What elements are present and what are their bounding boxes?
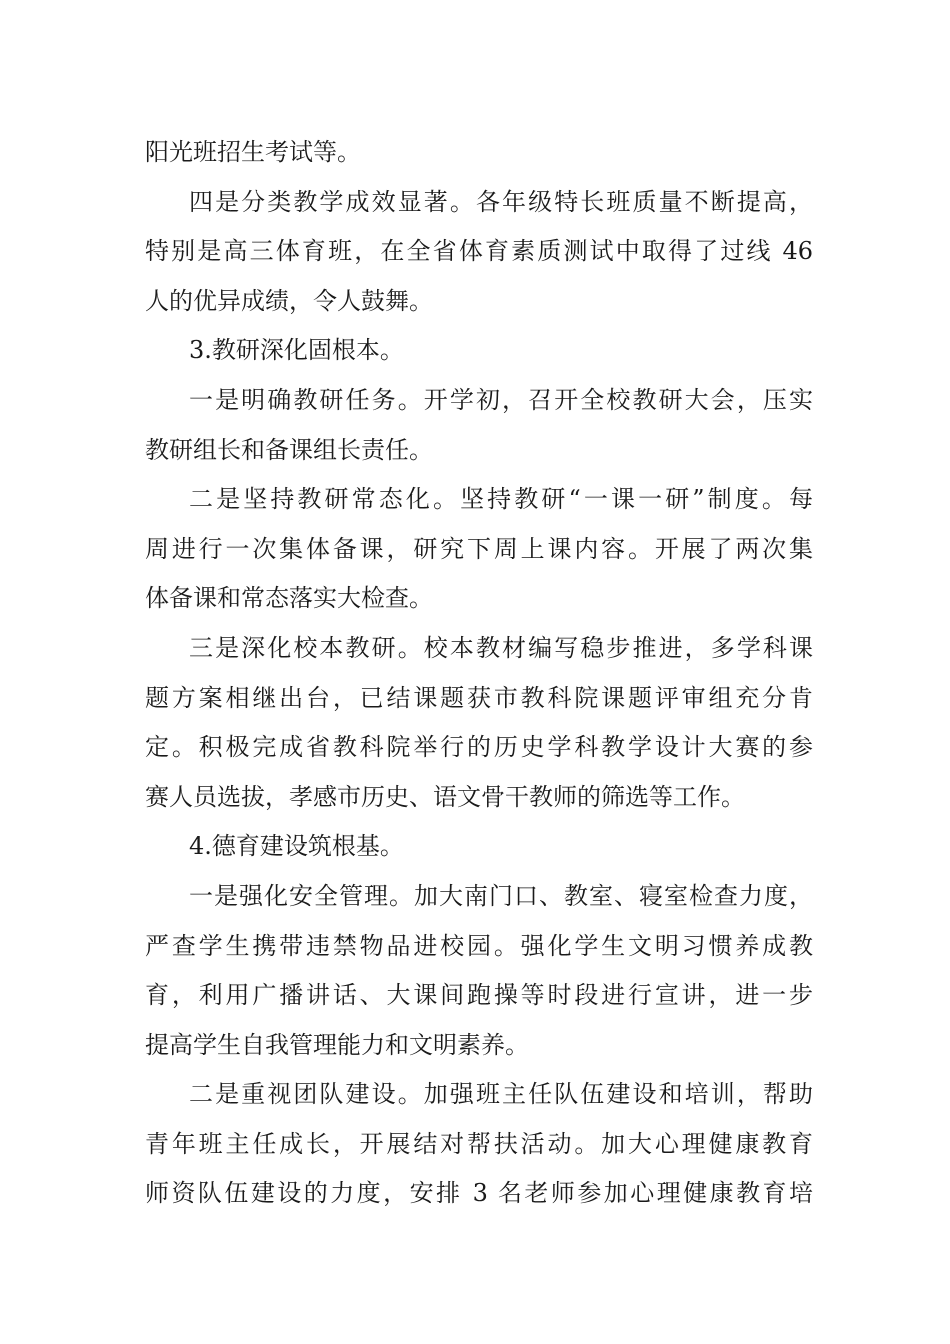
paragraph-line: 一是明确教研任务。开学初，召开全校教研大会，压实 — [189, 385, 813, 414]
paragraph-line: 定。积极完成省教科院举行的历史学科教学设计大赛的参 — [145, 733, 813, 762]
paragraph-line: 二是重视团队建设。加强班主任队伍建设和培训，帮助 — [189, 1080, 813, 1109]
paragraph-line: 育，利用广播讲话、大课间跑操等时段进行宣讲，进一步 — [145, 981, 813, 1010]
paragraph-line: 提高学生自我管理能力和文明素养。 — [145, 1030, 529, 1059]
paragraph-line: 一是强化安全管理。加大南门口、教室、寝室检查力度， — [189, 881, 813, 910]
paragraph-line: 人的优异成绩，令人鼓舞。 — [145, 286, 433, 315]
paragraph-line: 严查学生携带违禁物品进校园。强化学生文明习惯养成教 — [145, 931, 813, 960]
paragraph-line: 体备课和常态落实大检查。 — [145, 584, 433, 613]
paragraph-line: 师资队伍建设的力度，安排 3 名老师参加心理健康教育培 — [145, 1179, 813, 1208]
paragraph-line: 题方案相继出台，已结课题获市教科院课题评审组充分肯 — [145, 683, 813, 712]
paragraph-line: 三是深化校本教研。校本教材编写稳步推进，多学科课 — [189, 633, 813, 662]
section-heading: 3.教研深化固根本。 — [189, 336, 404, 365]
paragraph-line: 二是坚持教研常态化。坚持教研“一课一研”制度。每 — [189, 485, 813, 514]
paragraph-line: 四是分类教学成效显著。各年级特长班质量不断提高， — [189, 187, 813, 216]
paragraph-line: 青年班主任成长，开展结对帮扶活动。加大心理健康教育 — [145, 1129, 813, 1158]
paragraph-line: 特别是高三体育班，在全省体育素质测试中取得了过线 46 — [145, 237, 813, 266]
section-heading: 4.德育建设筑根基。 — [189, 832, 404, 861]
paragraph-line: 赛人员选拔，孝感市历史、语文骨干教师的筛选等工作。 — [145, 782, 745, 811]
paragraph-line: 周进行一次集体备课，研究下周上课内容。开展了两次集 — [145, 534, 813, 563]
paragraph-line: 阳光班招生考试等。 — [145, 138, 361, 166]
document-body — [145, 128, 813, 1219]
paragraph-line: 教研组长和备课组长责任。 — [145, 435, 433, 464]
